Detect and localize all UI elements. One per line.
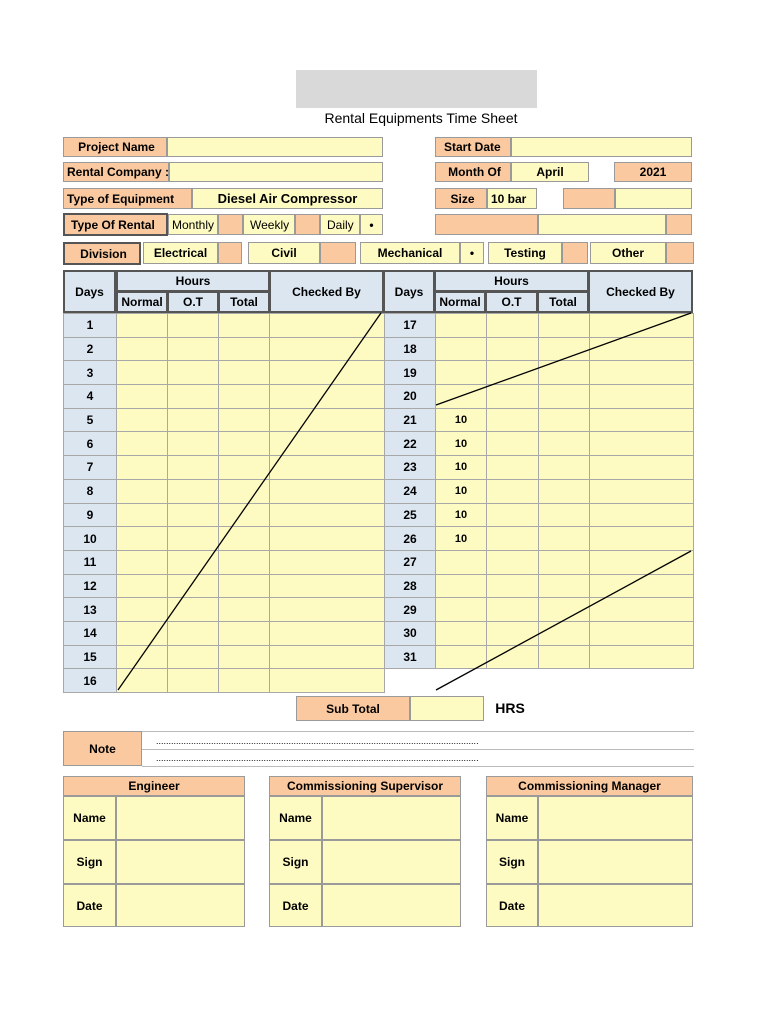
hours-header-left: Hours <box>116 270 270 292</box>
normal-hours-cell[interactable] <box>117 645 168 669</box>
checked-by-cell[interactable] <box>270 385 385 409</box>
signoff-date-field[interactable] <box>538 884 693 927</box>
subtotal-label: Sub Total <box>296 696 410 721</box>
ot-hours-cell[interactable] <box>487 598 539 622</box>
table-row <box>64 645 385 669</box>
checked-by-cell[interactable] <box>270 314 385 338</box>
ot-hours-cell[interactable] <box>487 527 539 551</box>
table-row <box>385 361 694 385</box>
total-hours-cell[interactable] <box>219 432 270 456</box>
total-hours-cell[interactable] <box>539 574 590 598</box>
note-line-2[interactable]: ................................................................................................................................. <box>142 749 694 767</box>
table-row <box>64 432 385 456</box>
table-row <box>64 456 385 480</box>
day-number: 2 <box>64 337 117 361</box>
ot-hours-cell[interactable] <box>487 314 539 338</box>
checked-by-cell[interactable] <box>270 645 385 669</box>
table-row <box>64 361 385 385</box>
day-number: 28 <box>385 574 436 598</box>
total-hours-cell[interactable] <box>219 385 270 409</box>
signoff-engineer <box>63 776 245 927</box>
normal-header-left: Normal <box>116 291 168 313</box>
normal-hours-cell[interactable] <box>117 527 168 551</box>
year-value[interactable]: 2021 <box>614 162 692 182</box>
signoff-date-field[interactable] <box>116 884 245 927</box>
total-hours-cell[interactable] <box>219 503 270 527</box>
ot-hours-cell[interactable] <box>168 361 219 385</box>
division-electrical-check[interactable] <box>218 242 242 264</box>
day-number: 31 <box>385 645 436 669</box>
size-extra-1[interactable] <box>563 188 615 209</box>
signoff-name-label: Name <box>63 796 116 840</box>
table-row <box>64 527 385 551</box>
total-hours-cell[interactable] <box>219 337 270 361</box>
day-number: 5 <box>64 408 117 432</box>
signoff-name-label: Name <box>486 796 538 840</box>
division-other[interactable]: Other <box>590 242 666 264</box>
table-row <box>64 503 385 527</box>
ot-header-left: O.T <box>167 291 219 313</box>
total-hours-cell[interactable] <box>539 598 590 622</box>
total-hours-cell[interactable] <box>539 361 590 385</box>
normal-hours-cell[interactable] <box>117 314 168 338</box>
table-row <box>64 550 385 574</box>
ot-hours-cell[interactable] <box>168 479 219 503</box>
total-hours-cell[interactable] <box>219 598 270 622</box>
signoff-name-label: Name <box>269 796 322 840</box>
ot-hours-cell[interactable] <box>487 479 539 503</box>
project-name-label: Project Name <box>63 137 167 157</box>
division-mechanical[interactable]: Mechanical <box>360 242 460 264</box>
checked-by-cell[interactable] <box>270 479 385 503</box>
total-hours-cell[interactable] <box>219 645 270 669</box>
ot-hours-cell[interactable] <box>168 337 219 361</box>
ot-hours-cell[interactable] <box>487 574 539 598</box>
blank-field-2[interactable] <box>538 214 666 235</box>
table-row <box>385 621 694 645</box>
normal-hours-cell[interactable] <box>436 598 487 622</box>
total-hours-cell[interactable] <box>539 337 590 361</box>
size-label: Size <box>435 188 487 209</box>
table-row <box>64 479 385 503</box>
signoff-sign-label: Sign <box>269 840 322 884</box>
normal-hours-cell[interactable] <box>117 574 168 598</box>
total-hours-cell[interactable] <box>539 408 590 432</box>
table-row <box>64 314 385 338</box>
ot-hours-cell[interactable] <box>168 574 219 598</box>
ot-hours-cell[interactable] <box>168 645 219 669</box>
normal-header-right: Normal <box>434 291 486 313</box>
days-header-left: Days <box>63 270 116 313</box>
right-days-table <box>384 313 694 669</box>
checked-by-cell[interactable] <box>270 503 385 527</box>
ot-hours-cell[interactable] <box>168 385 219 409</box>
day-number: 17 <box>385 314 436 338</box>
days-header-right: Days <box>383 270 435 313</box>
note-label: Note <box>63 731 142 766</box>
day-number: 4 <box>64 385 117 409</box>
checked-by-cell[interactable] <box>590 598 694 622</box>
checked-by-header-right: Checked By <box>588 270 693 313</box>
table-row <box>385 527 694 551</box>
checked-by-cell[interactable] <box>590 361 694 385</box>
day-number: 29 <box>385 598 436 622</box>
normal-hours-cell[interactable] <box>436 385 487 409</box>
subtotal-value[interactable] <box>410 696 484 721</box>
total-hours-cell[interactable] <box>539 432 590 456</box>
ot-hours-cell[interactable] <box>168 621 219 645</box>
signoff-sign-label: Sign <box>486 840 538 884</box>
checked-by-cell[interactable] <box>270 669 385 693</box>
checked-by-cell[interactable] <box>270 408 385 432</box>
checked-by-cell[interactable] <box>270 456 385 480</box>
checked-by-cell[interactable] <box>270 361 385 385</box>
division-other-check[interactable] <box>666 242 694 264</box>
ot-hours-cell[interactable] <box>487 621 539 645</box>
division-civil[interactable]: Civil <box>248 242 320 264</box>
normal-hours-cell[interactable] <box>436 574 487 598</box>
checked-by-cell[interactable] <box>270 598 385 622</box>
normal-hours-cell[interactable] <box>117 337 168 361</box>
blank-field-3[interactable] <box>666 214 692 235</box>
normal-hours-cell[interactable] <box>436 337 487 361</box>
total-hours-cell[interactable] <box>219 479 270 503</box>
ot-hours-cell[interactable] <box>487 337 539 361</box>
ot-hours-cell[interactable] <box>168 669 219 693</box>
normal-hours-cell[interactable]: 10 <box>436 527 487 551</box>
ot-hours-cell[interactable] <box>168 503 219 527</box>
day-number: 16 <box>64 669 117 693</box>
subtotal-unit: HRS <box>495 700 525 716</box>
table-row <box>64 574 385 598</box>
day-number: 12 <box>64 574 117 598</box>
rental-company-field[interactable] <box>169 162 383 182</box>
ot-hours-cell[interactable] <box>168 456 219 480</box>
normal-hours-cell[interactable] <box>436 645 487 669</box>
table-row <box>385 645 694 669</box>
division-civil-check[interactable] <box>320 242 356 264</box>
table-row <box>385 432 694 456</box>
start-date-label: Start Date <box>435 137 511 157</box>
day-number: 11 <box>64 550 117 574</box>
checked-by-cell[interactable] <box>270 432 385 456</box>
total-hours-cell[interactable] <box>539 527 590 551</box>
normal-hours-cell[interactable] <box>436 361 487 385</box>
total-hours-cell[interactable] <box>219 408 270 432</box>
table-row <box>64 621 385 645</box>
size-extra-2[interactable] <box>615 188 692 209</box>
normal-hours-cell[interactable]: 10 <box>436 479 487 503</box>
checked-by-cell[interactable] <box>590 574 694 598</box>
table-row <box>385 456 694 480</box>
day-number: 27 <box>385 550 436 574</box>
project-name-field[interactable] <box>167 137 383 157</box>
ot-header-right: O.T <box>485 291 538 313</box>
month-value[interactable]: April <box>511 162 589 182</box>
size-value[interactable]: 10 bar <box>487 188 537 209</box>
day-number: 18 <box>385 337 436 361</box>
table-row <box>64 385 385 409</box>
checked-by-cell[interactable] <box>590 550 694 574</box>
table-row <box>385 550 694 574</box>
rental-company-label: Rental Company : <box>63 162 169 182</box>
type-of-rental-label: Type Of Rental <box>63 213 168 236</box>
division-testing[interactable]: Testing <box>488 242 562 264</box>
normal-hours-cell[interactable] <box>436 550 487 574</box>
page-title: Rental Equipments Time Sheet <box>324 110 518 126</box>
start-date-field[interactable] <box>511 137 692 157</box>
normal-hours-cell[interactable] <box>117 432 168 456</box>
day-number: 25 <box>385 503 436 527</box>
ot-hours-cell[interactable] <box>487 432 539 456</box>
total-hours-cell[interactable] <box>219 550 270 574</box>
ot-hours-cell[interactable] <box>168 598 219 622</box>
normal-hours-cell[interactable] <box>436 314 487 338</box>
normal-hours-cell[interactable]: 10 <box>436 456 487 480</box>
table-row <box>385 337 694 361</box>
signoff-title: Engineer <box>63 776 245 796</box>
signoff-date-label: Date <box>63 884 116 927</box>
signoff-sign-label: Sign <box>63 840 116 884</box>
table-row <box>385 314 694 338</box>
table-row <box>64 337 385 361</box>
signoff-date-label: Date <box>269 884 322 927</box>
note-line-1[interactable]: ................................................................................................................................. <box>142 731 694 749</box>
day-number: 30 <box>385 621 436 645</box>
signoff-sign-field[interactable] <box>116 840 245 884</box>
normal-hours-cell[interactable] <box>117 550 168 574</box>
table-row <box>64 408 385 432</box>
rental-monthly-check[interactable] <box>218 214 243 235</box>
total-header-left: Total <box>218 291 270 313</box>
total-hours-cell[interactable] <box>219 456 270 480</box>
day-number: 13 <box>64 598 117 622</box>
signoff-name-field[interactable] <box>538 796 693 840</box>
normal-hours-cell[interactable] <box>117 669 168 693</box>
checked-by-header-left: Checked By <box>269 270 384 313</box>
day-number: 7 <box>64 456 117 480</box>
day-number: 24 <box>385 479 436 503</box>
normal-hours-cell[interactable] <box>117 361 168 385</box>
equipment-value[interactable]: Diesel Air Compressor <box>192 188 383 209</box>
table-row <box>385 574 694 598</box>
total-hours-cell[interactable] <box>539 479 590 503</box>
ot-hours-cell[interactable] <box>168 432 219 456</box>
rental-weekly[interactable]: Weekly <box>243 214 295 235</box>
rental-weekly-check[interactable] <box>295 214 320 235</box>
logo-placeholder <box>296 70 537 108</box>
table-row <box>64 598 385 622</box>
day-number: 9 <box>64 503 117 527</box>
checked-by-cell[interactable] <box>590 314 694 338</box>
total-hours-cell[interactable] <box>219 361 270 385</box>
table-row <box>385 408 694 432</box>
total-hours-cell[interactable] <box>539 503 590 527</box>
checked-by-cell[interactable] <box>590 385 694 409</box>
checked-by-cell[interactable] <box>590 479 694 503</box>
total-hours-cell[interactable] <box>539 456 590 480</box>
signoff-supervisor <box>269 776 461 927</box>
ot-hours-cell[interactable] <box>168 408 219 432</box>
normal-hours-cell[interactable] <box>117 456 168 480</box>
normal-hours-cell[interactable] <box>117 598 168 622</box>
normal-hours-cell[interactable] <box>117 408 168 432</box>
day-number: 3 <box>64 361 117 385</box>
normal-hours-cell[interactable] <box>117 479 168 503</box>
day-number: 22 <box>385 432 436 456</box>
day-number: 6 <box>64 432 117 456</box>
ot-hours-cell[interactable] <box>487 503 539 527</box>
day-number: 10 <box>64 527 117 551</box>
ot-hours-cell[interactable] <box>168 527 219 551</box>
normal-hours-cell[interactable]: 10 <box>436 432 487 456</box>
table-row <box>385 479 694 503</box>
table-row <box>385 503 694 527</box>
checked-by-cell[interactable] <box>270 621 385 645</box>
table-row <box>385 385 694 409</box>
checked-by-cell[interactable] <box>270 574 385 598</box>
ot-hours-cell[interactable] <box>487 456 539 480</box>
ot-hours-cell[interactable] <box>168 550 219 574</box>
day-number: 8 <box>64 479 117 503</box>
checked-by-cell[interactable] <box>270 337 385 361</box>
normal-hours-cell[interactable]: 10 <box>436 503 487 527</box>
checked-by-cell[interactable] <box>270 550 385 574</box>
ot-hours-cell[interactable] <box>487 645 539 669</box>
checked-by-cell[interactable] <box>590 527 694 551</box>
type-of-equipment-label: Type of Equipment <box>63 188 192 209</box>
normal-hours-cell[interactable] <box>117 503 168 527</box>
table-row <box>64 669 385 693</box>
division-testing-check[interactable] <box>562 242 588 264</box>
checked-by-cell[interactable] <box>590 503 694 527</box>
signoff-name-field[interactable] <box>322 796 461 840</box>
day-number: 20 <box>385 385 436 409</box>
day-number: 26 <box>385 527 436 551</box>
signoff-sign-field[interactable] <box>322 840 461 884</box>
total-hours-cell[interactable] <box>539 385 590 409</box>
checked-by-cell[interactable] <box>590 645 694 669</box>
normal-hours-cell[interactable]: 10 <box>436 408 487 432</box>
checked-by-cell[interactable] <box>270 527 385 551</box>
day-number: 15 <box>64 645 117 669</box>
total-header-right: Total <box>537 291 589 313</box>
total-hours-cell[interactable] <box>219 314 270 338</box>
blank-field-1[interactable] <box>435 214 538 235</box>
total-hours-cell[interactable] <box>219 669 270 693</box>
ot-hours-cell[interactable] <box>487 385 539 409</box>
division-electrical[interactable]: Electrical <box>143 242 218 264</box>
ot-hours-cell[interactable] <box>487 361 539 385</box>
total-hours-cell[interactable] <box>539 621 590 645</box>
day-number: 23 <box>385 456 436 480</box>
division-mechanical-check[interactable]: • <box>460 242 484 264</box>
signoff-manager <box>486 776 693 927</box>
day-number: 1 <box>64 314 117 338</box>
total-hours-cell[interactable] <box>219 621 270 645</box>
normal-hours-cell[interactable] <box>436 621 487 645</box>
signoff-title: Commissioning Manager <box>486 776 693 796</box>
total-hours-cell[interactable] <box>539 645 590 669</box>
day-number: 14 <box>64 621 117 645</box>
signoff-name-field[interactable] <box>116 796 245 840</box>
rental-daily-check[interactable]: • <box>360 214 383 235</box>
checked-by-cell[interactable] <box>590 432 694 456</box>
total-hours-cell[interactable] <box>539 314 590 338</box>
checked-by-cell[interactable] <box>590 337 694 361</box>
month-of-label: Month Of <box>435 162 511 182</box>
signoff-title: Commissioning Supervisor <box>269 776 461 796</box>
ot-hours-cell[interactable] <box>168 314 219 338</box>
day-number: 19 <box>385 361 436 385</box>
signoff-date-field[interactable] <box>322 884 461 927</box>
checked-by-cell[interactable] <box>590 621 694 645</box>
hours-header-right: Hours <box>434 270 589 292</box>
signoff-date-label: Date <box>486 884 538 927</box>
checked-by-cell[interactable] <box>590 408 694 432</box>
ot-hours-cell[interactable] <box>487 550 539 574</box>
table-row <box>385 598 694 622</box>
signoff-sign-field[interactable] <box>538 840 693 884</box>
normal-hours-cell[interactable] <box>117 621 168 645</box>
checked-by-cell[interactable] <box>590 456 694 480</box>
day-number: 21 <box>385 408 436 432</box>
rental-monthly[interactable]: Monthly <box>168 214 218 235</box>
total-hours-cell[interactable] <box>219 574 270 598</box>
normal-hours-cell[interactable] <box>117 385 168 409</box>
rental-daily[interactable]: Daily <box>320 214 360 235</box>
total-hours-cell[interactable] <box>539 550 590 574</box>
division-label: Division <box>63 242 141 265</box>
ot-hours-cell[interactable] <box>487 408 539 432</box>
total-hours-cell[interactable] <box>219 527 270 551</box>
left-days-table <box>63 313 385 693</box>
